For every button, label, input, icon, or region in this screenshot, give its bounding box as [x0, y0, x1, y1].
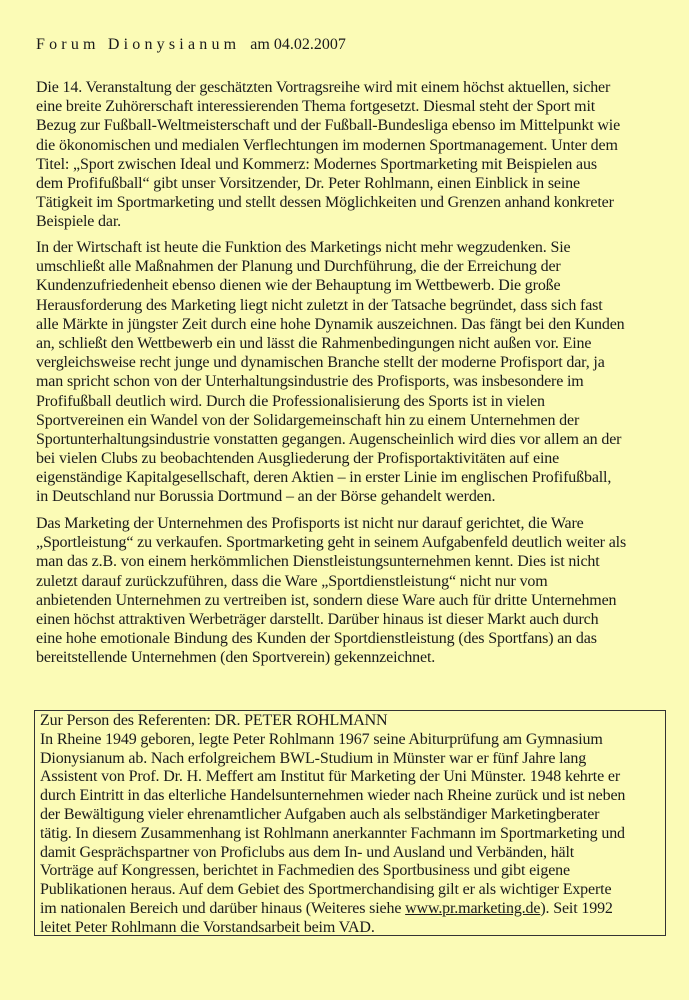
- text-line: zuletzt darauf zurückzuführen, dass die Ware „Sportdienstleistung“ nicht nur vom: [36, 572, 548, 590]
- text-line: Profifußball deutlich wird. Durch die Professionalisierung des Sports ist in vielen: [36, 392, 545, 410]
- bio-line: Assistent von Prof. Dr. H. Meffert am Institut für Marketing der Uni Münster. 1948 kehrte er: [40, 768, 621, 786]
- text-line: man spricht schon von der Unterhaltungsindustrie des Profisports, was insbesondere im: [36, 373, 584, 391]
- text-line: „Sportleistung“ zu verkaufen. Sportmarketing geht in seinem Aufgabenfeld deutlich weiter als: [36, 534, 627, 552]
- text-span: ). Seit 1992: [540, 899, 613, 917]
- text-line: man das z.B. von einem herkömmlichen Dienstleistungsunternehmen kennt. Dies ist nicht: [36, 553, 600, 571]
- text-line: Kundenzufriedenheit ebenso dienen wie der Behauptung im Wettbewerb. Die große: [36, 277, 561, 295]
- text-line: in Deutschland nur Borussia Dortmund – an der Börse gehandelt werden.: [36, 488, 496, 506]
- text-line: an, schließt den Wettbewerb ein und lässt die Rahmenbedingungen nicht außen vor. Eine: [36, 334, 592, 352]
- text-line: vergleichsweise recht junge und dynamischen Branche stellt der moderne Profisport dar, ja: [36, 354, 605, 372]
- website-link[interactable]: www.pr.marketing.de: [405, 899, 541, 917]
- text-line: Das Marketing der Unternehmen des Profisports ist nicht nur darauf gerichtet, die Ware: [36, 515, 584, 532]
- text-line: eine hohe emotionale Bindung des Kunden der Sportdienstleistung (des Sportfans) an das: [36, 630, 597, 648]
- text-line: alle Märkte in jüngster Zeit durch eine hohe Dynamik auszeichnen. Das fängt bei den Kunden: [36, 315, 625, 333]
- bio-line: tätig. In diesem Zusammenhang ist Rohlmann anerkannter Fachmann im Sportmarketing und: [40, 824, 625, 842]
- text-line: Sportunterhaltungsindustrie vonstatten gegangen. Augenscheinlich wird dies vor allem an der: [36, 430, 622, 448]
- bio-line: In Rheine 1949 geboren, legte Peter Rohlmann 1967 seine Abiturprüfung am Gymnasium: [40, 730, 603, 748]
- bio-line: damit Gesprächspartner von Proficlubs aus dem In- und Ausland und Verbänden, hält: [40, 843, 575, 861]
- paragraph-sportmarketing: [36, 514, 676, 668]
- bio-line: Vorträge auf Kongressen, berichtet in Fachmedien des Sportbusiness und gibt eigene: [40, 862, 570, 880]
- bio-heading: Zur Person des Referenten: DR. PETER ROHLMANN: [40, 712, 388, 729]
- bio-line: leitet Peter Rohlmann die Vorstandsarbeit beim VAD.: [40, 918, 375, 936]
- bio-line: [40, 900, 625, 919]
- bio-line: der Bewältigung vieler ehrenamtlicher Aufgaben auch als selbständiger Marketingberater: [40, 805, 600, 823]
- text-line: umschließt alle Maßnahmen der Planung und Durchführung, die der Erreichung der: [36, 258, 561, 276]
- speaker-bio-box: [34, 710, 666, 936]
- event-date: am 04.02.2007: [250, 36, 346, 53]
- text-line: bereitstellende Unternehmen (den Sportverein) gekennzeichnet.: [36, 649, 436, 667]
- text-line: dem Profifußball“ gibt unser Vorsitzender, Dr. Peter Rohlmann, einen Einblick in seine: [36, 174, 580, 192]
- text-line: Beispiele dar.: [36, 213, 121, 231]
- bio-line: Dionysianum ab. Nach erfolgreichem BWL-Studium in Münster war er fünf Jahre lang: [40, 749, 587, 767]
- text-line: In der Wirtschaft ist heute die Funktion des Marketings nicht mehr wegzudenken. Sie: [36, 239, 571, 256]
- text-line: Sportvereinen ein Wandel von der Solidargemeinschaft hin zu einem Unternehmen der: [36, 411, 580, 429]
- text-line: Die 14. Veranstaltung der geschätzten Vortragsreihe wird mit einem höchst aktuellen, sicher: [36, 79, 611, 96]
- text-line: Tätigkeit im Sportmarketing und stellt dessen Möglichkeiten und Grenzen anhand konkreter: [36, 194, 614, 212]
- org-name: Forum Dionysianum: [36, 36, 241, 53]
- text-line: anbietenden Unternehmen zu vertreiben ist, sondern diese Ware auch für dritte Unternehmen: [36, 591, 617, 609]
- text-line: Bezug zur Fußball-Weltmeisterschaft und der Fußball-Bundesliga ebenso im Mittelpunkt wie: [36, 117, 621, 135]
- text-line: eine breite Zuhörerschaft interessierenden Thema fortgesetzt. Diesmal steht der Sport mit: [36, 98, 596, 116]
- text-span: im nationalen Bereich und darüber hinaus (Weiteres siehe: [40, 899, 406, 917]
- paragraph-intro: [36, 78, 676, 232]
- text-line: die ökonomischen und medialen Verflechtungen im modernen Sportmanagement. Unter dem: [36, 136, 618, 154]
- bio-line: Publikationen heraus. Auf dem Gebiet des Sportmerchandising gilt er als wichtiger Experte: [40, 881, 612, 899]
- text-line: eigenständige Kapitalgesellschaft, deren Aktien – in erster Linie im englischen Profifußball,: [36, 469, 612, 487]
- bio-line: durch Eintritt in das elterliche Handelsunternehmen wieder nach Rheine zurück und ist neben: [40, 787, 626, 805]
- text-line: Herausforderung des Marketing liegt nicht zuletzt in der Tatsache begründet, dass sich fast: [36, 296, 603, 314]
- text-line: einen höchst attraktiven Werbeträger darstellt. Darüber hinaus ist dieser Markt auch durch: [36, 610, 599, 628]
- paragraph-marketing: [36, 238, 676, 507]
- text-line: bei vielen Clubs zu beobachtenden Ausgliederung der Profisportaktivitäten auf eine: [36, 450, 560, 468]
- text-line: Titel: „Sport zwischen Ideal und Kommerz: Modernes Sportmarketing mit Beispielen aus: [36, 155, 597, 173]
- document-header: [36, 36, 346, 54]
